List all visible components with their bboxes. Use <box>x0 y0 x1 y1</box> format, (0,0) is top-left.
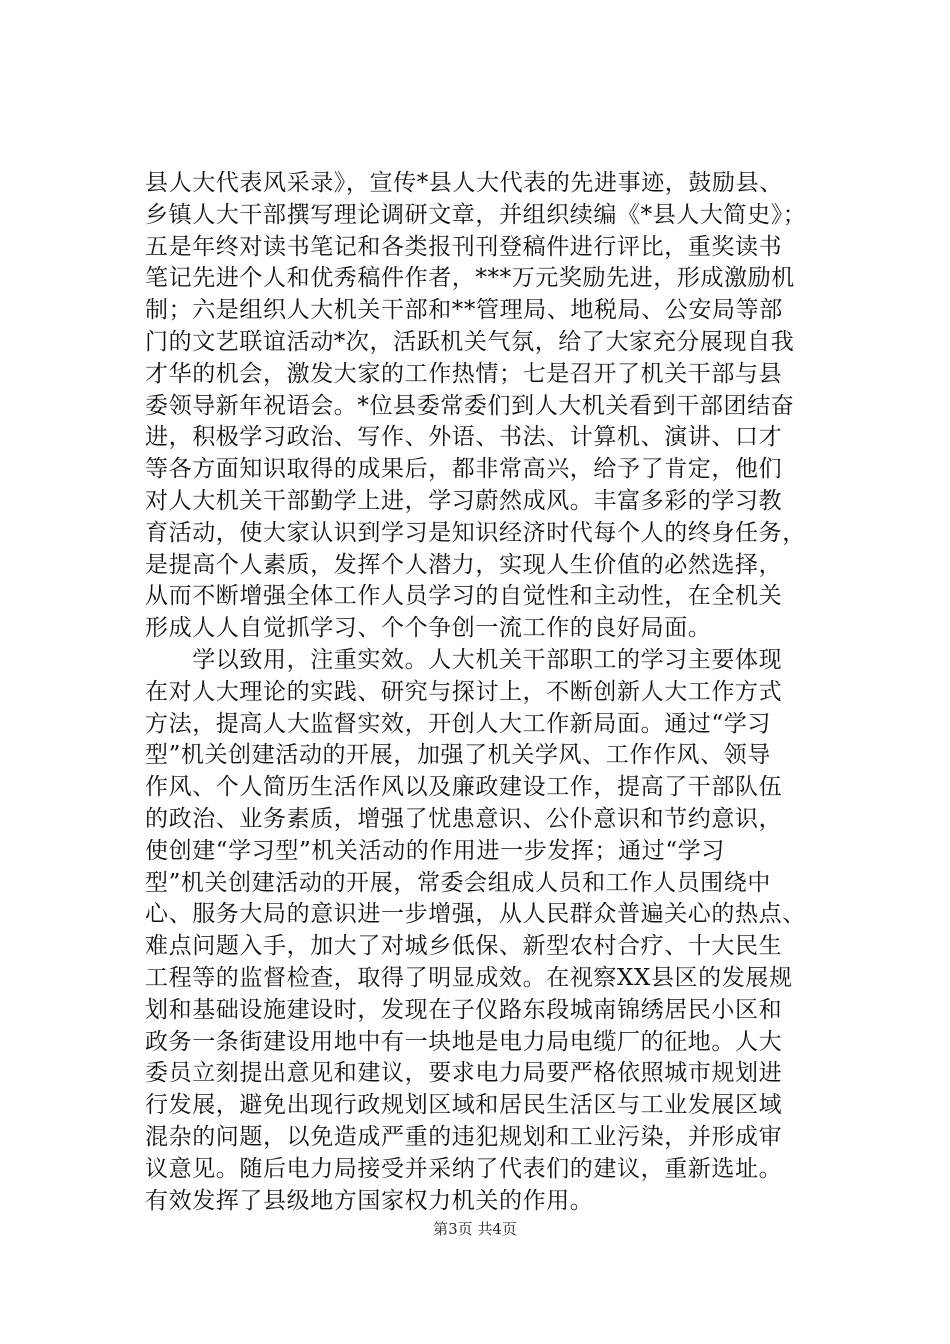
text-line: 的政治、业务素质，增强了忧患意识、公仆意识和节约意识， <box>145 805 783 832</box>
text-line: 从而不断增强全体工作人员学习的自觉性和主动性，在全机关 <box>145 583 783 610</box>
body-text <box>145 168 845 1217</box>
text-line: 五是年终对读书笔记和各类报刊刊登稿件进行评比，重奖读书 <box>145 233 783 260</box>
text-line: 委领导新年祝语会。*位县委常委们到人大机关看到干部团结奋 <box>145 392 795 419</box>
text-line: 委员立刻提出意见和建议，要求电力局要严格依照城市规划进 <box>145 1060 783 1087</box>
text-line: 政务一条街建设用地中有一块地是电力局电缆厂的征地。人大 <box>145 1028 783 1055</box>
text-line: 难点问题入手，加大了对城乡低保、新型农村合疗、十大民生 <box>145 933 783 960</box>
text-line: 型”机关创建活动的开展，加强了机关学风、工作作风、领导 <box>145 742 771 769</box>
text-line: 型”机关创建活动的开展，常委会组成人员和工作人员围绕中 <box>145 869 771 896</box>
text-line: 学以致用，注重实效。人大机关干部职工的学习主要体现 <box>145 646 783 673</box>
text-line: 门的文艺联谊活动*次，活跃机关气氛，给了大家充分展现自我 <box>145 328 795 355</box>
text-line: 议意见。随后电力局接受并采纳了代表们的建议，重新选址。 <box>145 1155 783 1182</box>
text-line: 笔记先进个人和优秀稿件作者，***万元奖励先进，形成激励机 <box>145 265 795 292</box>
text-line: 混杂的问题，以免造成严重的违犯规划和工业污染，并形成审 <box>145 1123 783 1150</box>
text-line: 对人大机关干部勤学上进，学习蔚然成风。丰富多彩的学习教 <box>145 487 783 514</box>
text-line: 心、服务大局的意识进一步增强，从人民群众普遍关心的热点、 <box>145 901 806 928</box>
text-line: 工程等的监督检查，取得了明显成效。在视察XX县区的发展规 <box>145 964 793 991</box>
text-line: 县人大代表风采录》，宣传*县人大代表的先进事迹，鼓励县、 <box>145 170 783 196</box>
text-line: 使创建“学习型”机关活动的作用进一步发挥；通过“学习 <box>145 837 725 864</box>
text-line: 作风、个人简历生活作风以及廉政建设工作，提高了干部队伍 <box>145 774 783 801</box>
text-line: 等各方面知识取得的成果后，都非常高兴，给予了肯定，他们 <box>145 456 783 483</box>
text-line: 才华的机会，激发大家的工作热情；七是召开了机关干部与县 <box>145 360 783 387</box>
text-line: 划和基础设施建设时，发现在子仪路东段城南锦绣居民小区和 <box>145 996 783 1023</box>
text-line: 进，积极学习政治、写作、外语、书法、计算机、演讲、口才 <box>145 424 783 451</box>
text-line: 在对人大理论的实践、研究与探讨上，不断创新人大工作方式 <box>145 678 783 705</box>
text-line: 方法，提高人大监督实效，开创人大工作新局面。通过“学习 <box>145 710 771 737</box>
text-line: 育活动，使大家认识到学习是知识经济时代每个人的终身任务， <box>145 519 806 546</box>
text-line: 有效发挥了县级地方国家权力机关的作用。 <box>145 1187 594 1214</box>
text-line: 行发展，避免出现行政规划区域和居民生活区与工业发展区域 <box>145 1092 783 1119</box>
text-line: 乡镇人大干部撰写理论调研文章，并组织续编《*县人大简史》； <box>145 201 807 228</box>
text-line: 是提高个人素质，发挥个人潜力，实现人生价值的必然选择， <box>145 551 783 578</box>
text-line: 形成人人自觉抓学习、个个争创一流工作的良好局面。 <box>145 615 712 642</box>
page-footer: 第3页 共4页 <box>433 1220 517 1238</box>
text-line: 制；六是组织人大机关干部和**管理局、地税局、公安局等部 <box>145 297 783 324</box>
